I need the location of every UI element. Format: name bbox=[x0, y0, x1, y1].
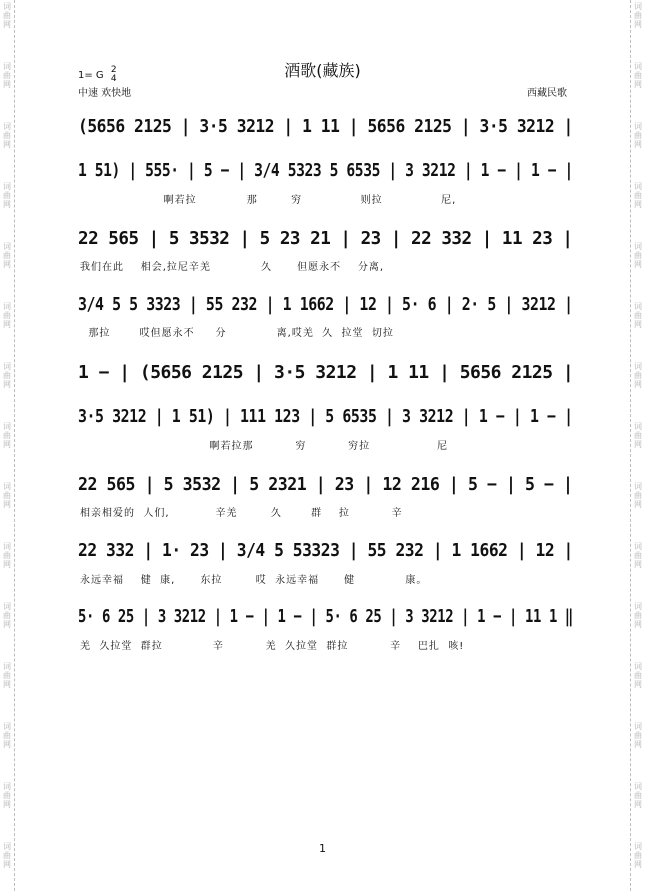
watermark-left-11: 词曲网 bbox=[3, 602, 11, 629]
watermark-right-14: 词曲网 bbox=[634, 782, 642, 809]
watermark-right-8: 词曲网 bbox=[634, 422, 642, 449]
watermark-left-5: 词曲网 bbox=[3, 242, 11, 269]
lyrics-line-6: 啊若拉那 穷 穷拉 尼 bbox=[80, 441, 448, 452]
watermark-left-15: 词曲网 bbox=[3, 842, 11, 869]
watermark-left-9: 词曲网 bbox=[3, 482, 11, 509]
genre-label: 西藏民歌 bbox=[527, 88, 567, 99]
key-label: 1= G bbox=[78, 70, 104, 81]
score-line-9: 5· 6 25 | 3 3212 | 1 − | 1 − | 5· 6 25 | 3 3212 | 1 − | 11 1 ‖ bbox=[78, 606, 573, 627]
time-signature-top: 2 bbox=[110, 65, 117, 75]
watermark-right-9: 词曲网 bbox=[634, 482, 642, 509]
score-line-7: 22 565 | 5 3532 | 5 2321 | 23 | 12 216 | 5 − | 5 − | bbox=[78, 474, 573, 495]
watermark-right-6: 词曲网 bbox=[634, 302, 642, 329]
watermark-left-2: 词曲网 bbox=[3, 62, 11, 89]
score-line-3: 22 565 | 5 3532 | 5 23 21 | 23 | 22 332 | 11 23 | bbox=[78, 228, 573, 249]
watermark-right-7: 词曲网 bbox=[634, 362, 642, 389]
watermark-right-11: 词曲网 bbox=[634, 602, 642, 629]
lyrics-line-4: 那拉 哎但愿永不 分 离,哎羌 久 拉堂 切拉 bbox=[80, 328, 394, 339]
score-line-5: 1 − | (5656 2125 | 3·5 3212 | 1 11 | 5656 2125 | bbox=[78, 362, 574, 383]
watermark-left-7: 词曲网 bbox=[3, 362, 11, 389]
watermark-left-8: 词曲网 bbox=[3, 422, 11, 449]
page-number: 1 bbox=[319, 842, 326, 855]
song-title: 酒歌(藏族) bbox=[284, 61, 361, 80]
watermark-left-13: 词曲网 bbox=[3, 722, 11, 749]
watermark-right-2: 词曲网 bbox=[634, 62, 642, 89]
watermark-left-1: 词曲网 bbox=[3, 2, 11, 29]
score-line-8: 22 332 | 1· 23 | 3/4 5 53323 | 55 232 | 1 1662 | 12 | bbox=[78, 540, 573, 561]
watermark-right-5: 词曲网 bbox=[634, 242, 642, 269]
watermark-left-14: 词曲网 bbox=[3, 782, 11, 809]
watermark-right-12: 词曲网 bbox=[634, 662, 642, 689]
score-line-4: 3/4 5 5 3323 | 55 232 | 1 1662 | 12 | 5· 6 | 2· 5 | 3212 | bbox=[78, 294, 573, 315]
watermark-left-12: 词曲网 bbox=[3, 662, 11, 689]
watermark-right-13: 词曲网 bbox=[634, 722, 642, 749]
watermark-left-4: 词曲网 bbox=[3, 182, 11, 209]
lyrics-line-8: 永远幸福 健 康, 东拉 哎 永远幸福 健 康。 bbox=[80, 575, 428, 586]
score-line-6: 3·5 3212 | 1 51) | 111 123 | 5 6535 | 3 3212 | 1 − | 1 − | bbox=[78, 406, 573, 427]
watermark-left-3: 词曲网 bbox=[3, 122, 11, 149]
lyrics-line-9: 羌 久拉堂 群拉 辛 羌 久拉堂 群拉 辛 巴扎 咳! bbox=[80, 641, 465, 652]
watermark-right-10: 词曲网 bbox=[634, 542, 642, 569]
tempo-marking: 中速 欢快地 bbox=[78, 88, 132, 99]
watermark-right-4: 词曲网 bbox=[634, 182, 642, 209]
time-signature-bottom: 4 bbox=[110, 74, 117, 84]
watermark-left-10: 词曲网 bbox=[3, 542, 11, 569]
watermark-right-1: 词曲网 bbox=[634, 2, 642, 29]
lyrics-line-2: 啊若拉 那 穷 则拉 尼, bbox=[80, 195, 457, 206]
watermark-right-15: 词曲网 bbox=[634, 842, 642, 869]
watermark-left-6: 词曲网 bbox=[3, 302, 11, 329]
lyrics-line-7: 相亲相爱的 人们, 辛羌 久 群 拉 辛 bbox=[80, 508, 403, 519]
lyrics-line-3: 我们在此 相会,拉尼辛羌 久 但愿永不 分离, bbox=[80, 262, 385, 273]
watermark-right-3: 词曲网 bbox=[634, 122, 642, 149]
score-line-2: 1 51) | 555· | 5 − | 3/4 5323 5 6535 | 3 3212 | 1 − | 1 − | bbox=[78, 160, 573, 181]
score-line-1: (5656 2125 | 3·5 3212 | 1 11 | 5656 2125 | 3·5 3212 | bbox=[78, 116, 573, 137]
